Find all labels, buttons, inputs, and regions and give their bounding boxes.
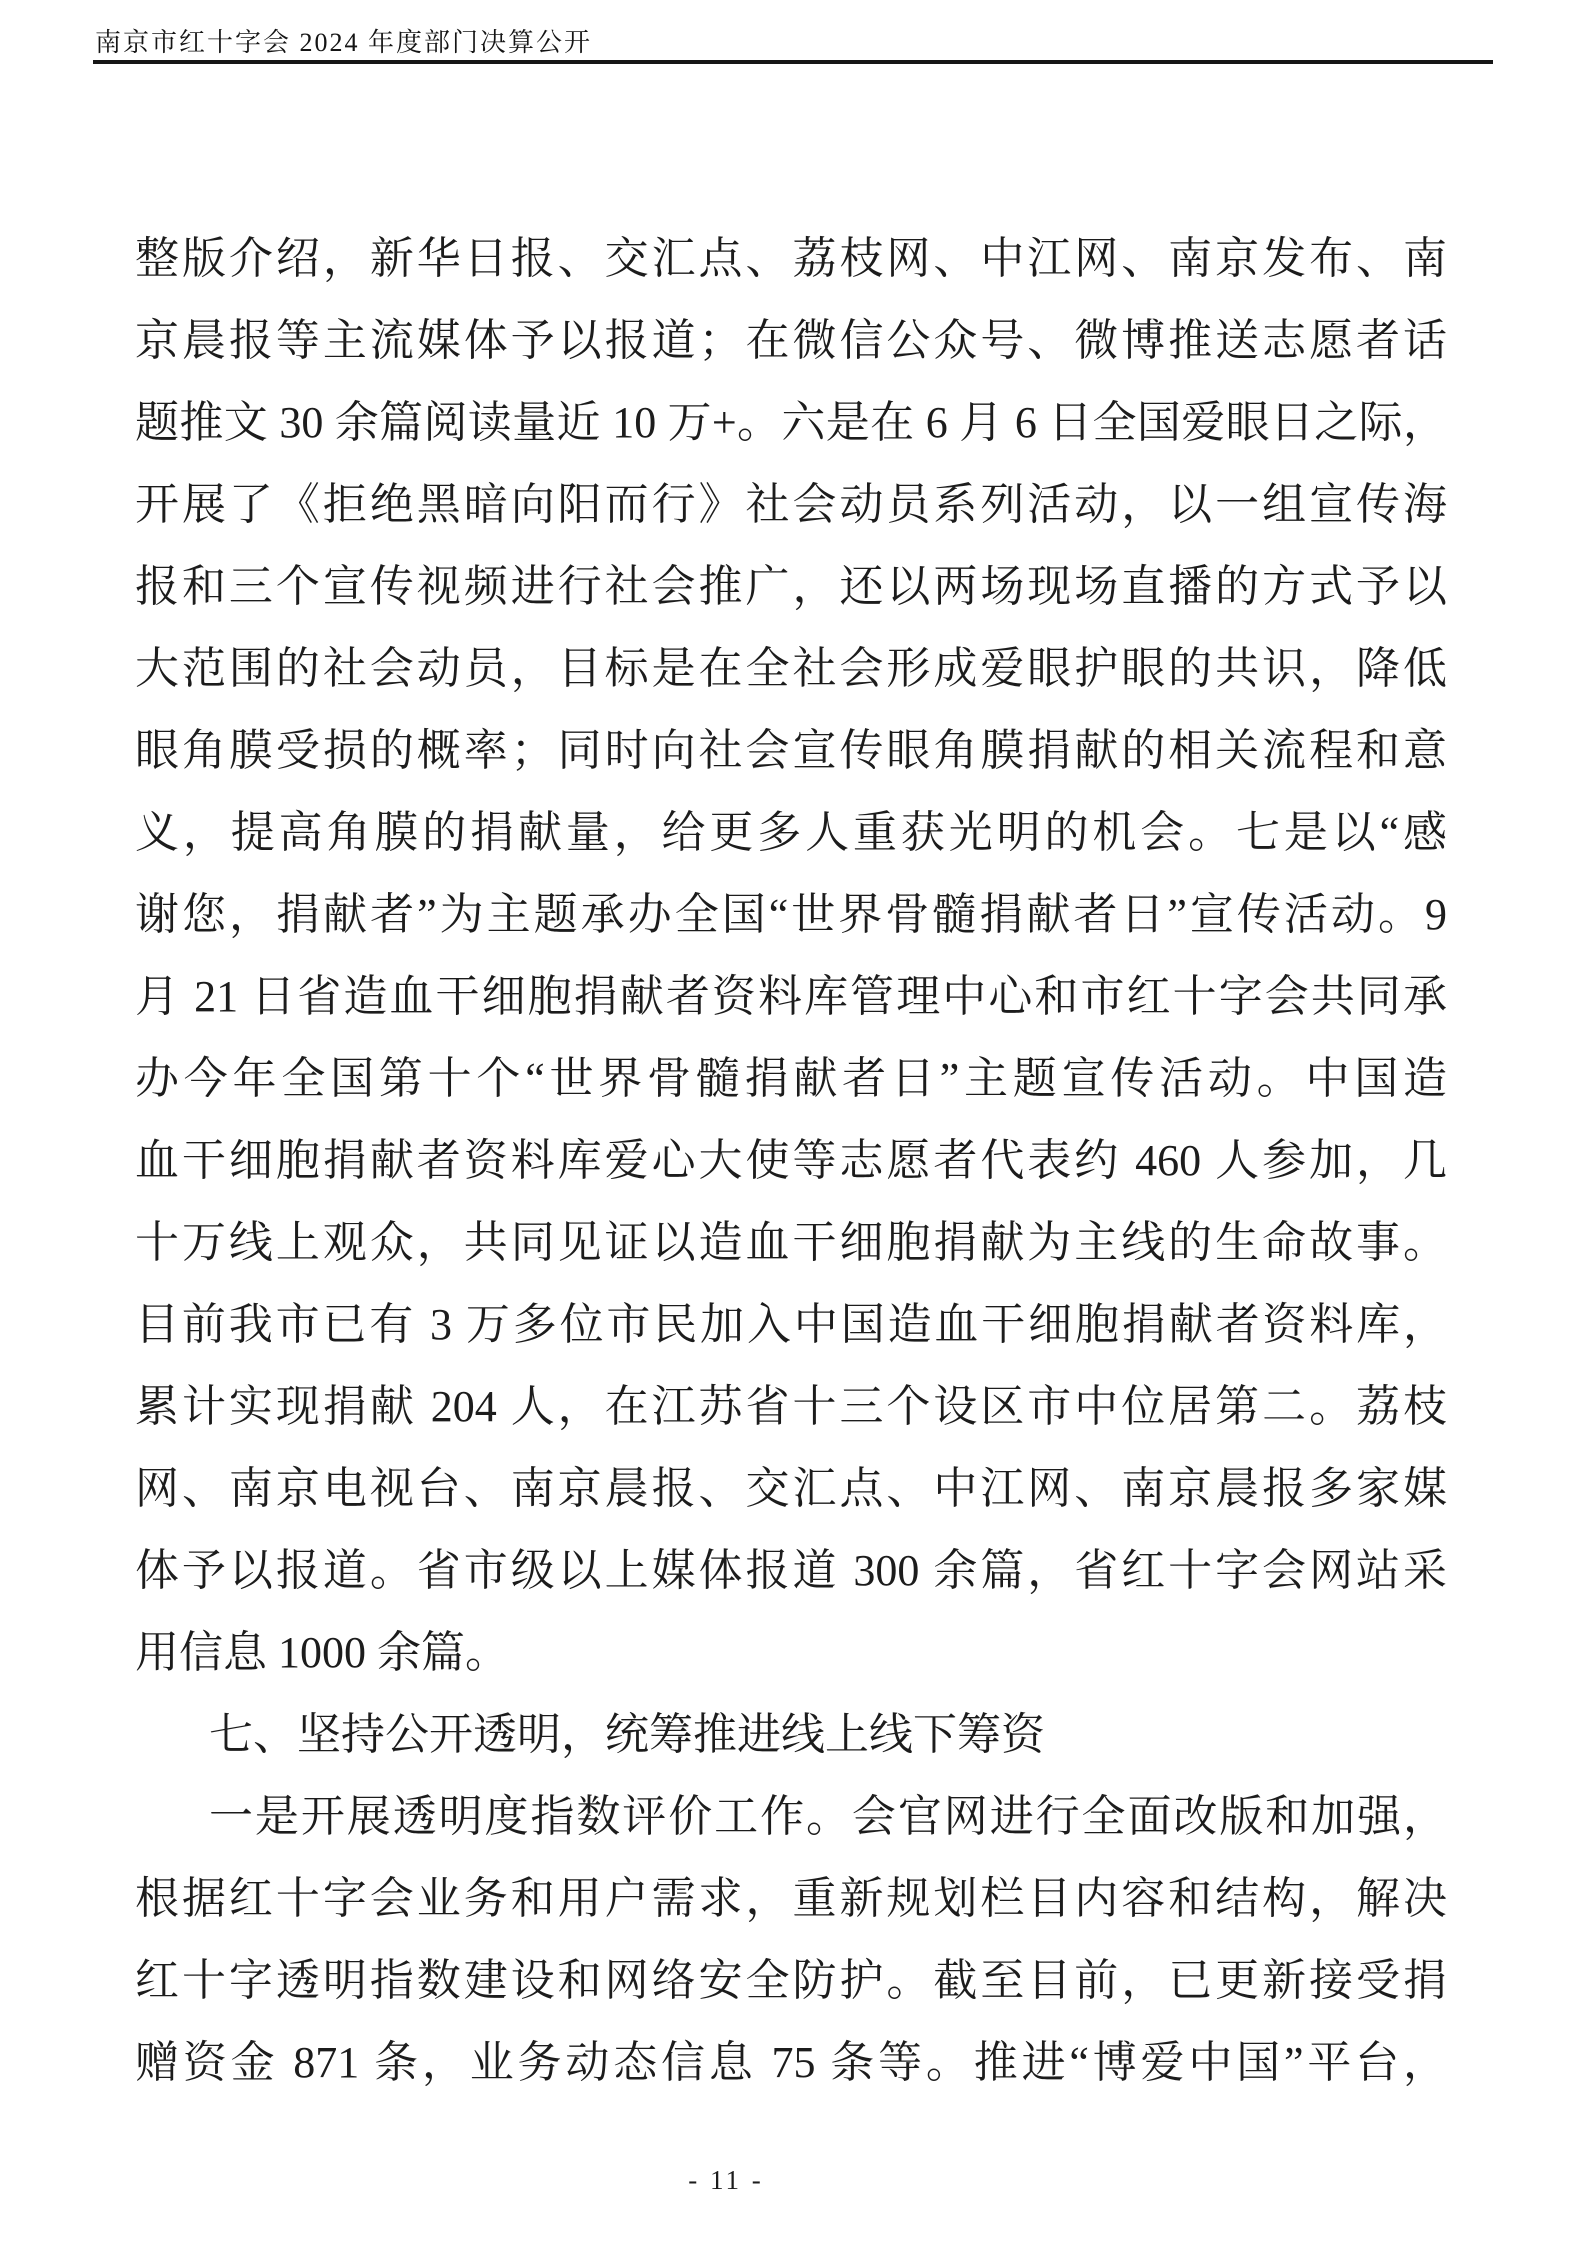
document-body xyxy=(135,218,1447,2104)
text-line: 报和三个宣传视频进行社会推广，还以两场现场直播的方式予以 xyxy=(135,562,1447,611)
text-line: 根据红十字会业务和用户需求，重新规划栏目内容和结构，解决 xyxy=(135,1874,1447,1923)
text-line: 赠资金 871 条，业务动态信息 75 条等。推进“博爱中国”平台， xyxy=(135,2038,1447,2087)
text-line: 累计实现捐献 204 人，在江苏省十三个设区市中位居第二。荔枝 xyxy=(135,1382,1447,1431)
text-line: 血干细胞捐献者资料库爱心大使等志愿者代表约 460 人参加，几 xyxy=(135,1136,1447,1185)
text-line: 题推文 30 余篇阅读量近 10 万+。六是在 6 月 6 日全国爱眼日之际， xyxy=(135,398,1447,447)
text-line: 谢您，捐献者”为主题承办全国“世界骨髓捐献者日”宣传活动。9 xyxy=(135,890,1447,939)
text-line: 京晨报等主流媒体予以报道；在微信公众号、微博推送志愿者话 xyxy=(135,316,1447,365)
text-line: 大范围的社会动员，目标是在全社会形成爱眼护眼的共识，降低 xyxy=(135,644,1447,693)
text-line: 红十字透明指数建设和网络安全防护。截至目前，已更新接受捐 xyxy=(135,1956,1447,2005)
text-line: 义，提高角膜的捐献量，给更多人重获光明的机会。七是以“感 xyxy=(135,808,1447,857)
text-line: 网、南京电视台、南京晨报、交汇点、中江网、南京晨报多家媒 xyxy=(135,1464,1447,1513)
text-line: 七、坚持公开透明，统筹推进线上线下筹资 xyxy=(209,1710,1045,1759)
text-line: 办今年全国第十个“世界骨髓捐献者日”主题宣传活动。中国造 xyxy=(135,1054,1447,1103)
header-rule xyxy=(93,60,1493,64)
text-line: 目前我市已有 3 万多位市民加入中国造血干细胞捐献者资料库， xyxy=(135,1300,1447,1349)
text-line: 用信息 1000 余篇。 xyxy=(135,1628,509,1677)
header-title: 南京市红十字会 2024 年度部门决算公开 xyxy=(95,28,593,57)
text-line: 十万线上观众，共同见证以造血干细胞捐献为主线的生命故事。 xyxy=(135,1218,1447,1267)
page-footer xyxy=(0,2165,1452,2196)
page-number: - 11 - xyxy=(688,2165,764,2195)
text-line: 整版介绍，新华日报、交汇点、荔枝网、中江网、南京发布、南 xyxy=(135,234,1447,283)
text-line: 体予以报道。省市级以上媒体报道 300 余篇，省红十字会网站采 xyxy=(135,1546,1447,1595)
text-line: 眼角膜受损的概率；同时向社会宣传眼角膜捐献的相关流程和意 xyxy=(135,726,1447,775)
text-line: 开展了《拒绝黑暗向阳而行》社会动员系列活动，以一组宣传海 xyxy=(135,480,1447,529)
text-line: 月 21 日省造血干细胞捐献者资料库管理中心和市红十字会共同承 xyxy=(135,972,1447,1021)
text-line: 一是开展透明度指数评价工作。会官网进行全面改版和加强， xyxy=(209,1792,1447,1841)
